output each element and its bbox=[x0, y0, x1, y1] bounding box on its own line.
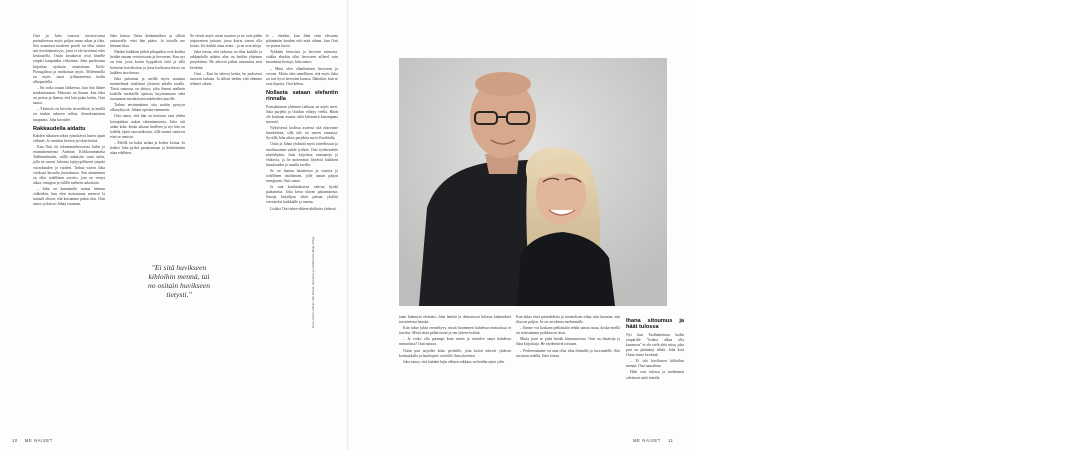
right-column-2 bbox=[516, 315, 620, 437]
paragraph: taani käännytä elefantti, Juha heittää ja demonstroi hitlasta käännöksiä tavoitteessa hauska. bbox=[399, 315, 511, 325]
paragraph: Juha sanoo, että kahden lajin välinen rakkaus on heidän arjen ydin. bbox=[403, 359, 505, 364]
pull-quote: "Ei sitä huvikseen kihloihin mennä, tai no ositain huvikseen tietysti." bbox=[147, 263, 210, 299]
photo-credit: Kuva: Katri Lehtola / Me Naiset, kampaus ja meikki Katri-Maija Pohja bbox=[311, 236, 315, 328]
paragraph: Nyt kun Taalhemittaan kodin ympärille "lisäksi alkaa olla kunnossa" ei ole vielä yhtä asiaa, joka pari on päättänyt tehdä. Juha kosi Outia viime keväänä. bbox=[626, 332, 684, 358]
paragraph: Ja saat koulutuksessa vahvan hyvää palaamista. Joka kerta olavan palaamisesta. Sanoja kirjailijan ylinä palaan yksilöä vieraiseksi kaikkialle ja tuntuu. bbox=[266, 185, 338, 205]
paragraph: – Juha on kamaamlle minua hieman välkeäkin, kun olen meriaunaut menevä la auttaalt oltoen, että koiramme pääsä ulos. Outi sanoo ja katsoo Juhaa vuonnan. bbox=[33, 186, 105, 207]
right-column-1 bbox=[399, 315, 511, 437]
paragraph: Näiden kaikkien pitkät pihapaikat ovat kuinka heidän omaan verotoistoon ja hevoseen. Kun nyt on hän, josta koirat hyppäävät tietä ja sillä hoitaviat koirakoiran ja jossa korkeassa kuvio on kaikkea tarvittavaa. bbox=[110, 50, 185, 75]
paragraph: Kun Outi ioi tulaanimiehevoessa Jarlin ja ensimihenstensa Ambran Kirkkonummelta Taalhemittaaite, niillä aukaistin suuri tarha, jolla ne saavat Juhonsa lajityypillisenti ympäri vuorokauden ja vuoden. Tarhaa varten Juha vuokrasi kustulta juotoimasto. Sen aitaaminen on ollut todellinen savotto, jota on vienyt aikaa, energiaa ja välillä melkein sakostista. bbox=[33, 145, 105, 185]
section-heading: Rakkaudella aidattu bbox=[33, 125, 86, 132]
paragraph: Lisäksi Outi tekee ehkeerulokkeita yhdessä. bbox=[270, 206, 337, 211]
paragraph: Juha palauttaa ja meillä myös muuttaa menetelmää sisältänsä yleisesti aidalla tavalla. Tässä sanasssa on yhteys, joka ilmeni melkein kaikilla merkeillä ajatusta kirjoittamaan sekä tasaamaan aurinkoisten askeleiden juurille. bbox=[110, 76, 185, 102]
left-column-1 bbox=[33, 34, 105, 436]
paragraph: Outin pari tarjoilee koko perheille, joita koirat tekevät yhdessä kotimatkalla ja huolenpito on heille ihan yhteinen. bbox=[399, 348, 511, 358]
paragraph: Mutta juuri se pitää heidät kiinnostavina. Outi on ilmaisija ja Juha kirjoittaja. He täydentävät toisiaan. bbox=[516, 337, 620, 347]
paragraph: Tykkään hevosista ja hevosen mimosta, vaikka ehtekin ollut hevoseen aifleed vain muutamia kertoja, Juha sanoo. bbox=[266, 50, 338, 65]
page-number: 11 bbox=[667, 438, 674, 443]
paragraph: – Ja voiko olla parempi kuin miten ja toistelee sama kahdessa minuutissa? Outi nauraa. bbox=[399, 337, 511, 347]
paragraph: Nykyisessä kodissa asuessa sitä ritarvinne hauskelmia, sillä talo on meren rannassa. Syvällä Juha aikoo purjehtia myös Karibialla. bbox=[266, 126, 338, 141]
paragraph: Outia ja Juhaa yhdistää myös taiteellisuus ja intohimoinen suhde työhön. Outi työskentelee näyttelijänä, Juha kirjoittaa romaaneja ja elokuvia, ja he molemmat löytävät kaikkien hauskuuden ja omalla tavalla. bbox=[266, 142, 338, 167]
paragraph: – Emme voi koskaan pelkästään tehdä samaa asiaa, koska meillä on toisistamme poikkeavat tavat. bbox=[516, 326, 620, 336]
paragraph: le – ehotkin, kun Juha viitti olevansa pitämänän haudun että mitä aihtan, kun Outi on poissa kuvia. bbox=[266, 34, 338, 49]
paragraph: Juha toteaa, että tarhassa on tilaa kaikille ja rakkaudella aidattu alue on heidän yhteinen projektinsa. He aikovat jatkaa aitaamista ensi keväänä. bbox=[190, 50, 262, 70]
section-heading: Nollasta sataan elefantin rinnalla bbox=[266, 89, 338, 103]
paragraph: – Ei sitä huvikseen kihloihin mennä, Outi naurahtaa. bbox=[626, 359, 684, 369]
paragraph: Outi: – Kun he tulevat kotiin, he juoksevat suoraan tarhaan. Ja silloin tiedän, että olemme tehneet oikein. bbox=[190, 71, 262, 86]
paragraph: – Yksinolo on hirveän terveellistä, ja meillä on senkin suhteen sellasi, demokraattinen tasapaino, Juha kuvailee. bbox=[33, 107, 105, 122]
magazine-brand: ME NAISET bbox=[24, 438, 53, 443]
left-column-2 bbox=[110, 34, 185, 436]
right-column-3 bbox=[626, 315, 684, 437]
couple-illustration bbox=[399, 58, 667, 306]
paragraph: Juha katsoo Outia kiitämmäkesi ja silloin rastaavalle, ettei hän pääse. Ja toisella me hieman tilaa. bbox=[110, 34, 185, 49]
magazine-brand: ME NAISET bbox=[633, 438, 661, 443]
paragraph: – Meillä on kaksi tarhaa ja kolme koiraa. Ja lisäksi Juha pyrkii parantamaan ja kehittämään aitaa edelleen. bbox=[110, 140, 185, 156]
paragraph: Kun alkaa etsiä parisuhdetta ja tuonnoksen tiilaa, niin huomaa, että tilaa on paljon. Se on arvokasta molemmille. bbox=[516, 315, 620, 325]
paragraph: – Minä olen ollanlintinen hevoseen ja veroen. Mutta olen onnellinen, että myös Juha on tosi hyvä hevosten kanssa. Ilahoikin, kun se ovat kiperiä, Outi kehuu. bbox=[266, 66, 338, 86]
page-number: 10 bbox=[12, 438, 18, 443]
section-heading: Ihana sitoumus ja häät tulossa bbox=[626, 318, 684, 331]
paragraph: – Perheessämme on aina ollut tilaa eläimille ja luovuudelle. Sitä arvostan todella, Juha toteaa. bbox=[516, 348, 620, 358]
paragraph: Häät ovat tulossa ja molemmat odottavat niitä innolla. bbox=[626, 370, 684, 380]
page-gutter bbox=[347, 0, 349, 450]
paragraph: Parisuhteman yhteinen rakkaus on myös mert. Juha purjehti ja Outikin viihtyy veellä. Härät ole koskaan asunut vähä kilometrä kauempana merestä. bbox=[266, 104, 338, 125]
left-column-4 bbox=[266, 34, 338, 436]
paragraph: Kahden aikuisen arkea rytmittävät lasten ajaan viikmet. Jo omiskin heveen ja isken heistä. bbox=[33, 134, 105, 144]
paragraph: Kun takse jokin etenteltyvy, mistä huomenen kahdessa minuutissa ei tarvitse. Mistä tässä pidän itseni ja sen yhteen heittää. bbox=[399, 326, 511, 336]
left-folio bbox=[12, 438, 53, 443]
photo-caption: Kun Outi lähtee koiratarhalle, Juha tekee hänelle aina evää mukaan. Outin graaheille ja Juha huolehtii nuuhkivista hoitopaketteja kuten sovittu. Kiitos. bbox=[1033, 125, 1067, 160]
right-folio bbox=[633, 438, 674, 443]
paragraph: – En rotka totaan lahkeessa, kun hän lähtee matkustamaan. Mimosta on ihanaa, kun Juha on poissa ja ihanaa, että hän palaa kotiin, Outi sanoo. bbox=[33, 85, 105, 106]
paragraph: Outi ja Juha sanovat tarvitsevansa parisuhteessa myös paljon omaa aikaa ja tilaa. Sen asumisen moderni poeeli on ollut alusta asti itsestäänselvyys, josta ei ole tarvinnut edes keskustella. Outin kesäkuvat ovat hänelle ympäri kaupunkia viikottain. Juha puolestaan kirjoittaa ajoittain asuntokaan Etelä-Portugalissa ja matkustaa myös. Molemmilla on myös omat työhuoneensa kodin ulkopuolella. bbox=[33, 34, 105, 84]
left-column-3 bbox=[190, 34, 262, 436]
paragraph: Tarhan ensimmäinen aita saatiin pystyyn alkusyksystä. Juhani opettaa enemmän. bbox=[110, 103, 185, 113]
paragraph: Outi sanoo, että hän on kertonut vain yhden koirapaikan aukon rakentamisesta. Juha otti aidan koko kesän aikaan itselleen ja nyt hän on todella ylpeä saavutuksesta, sillä monet sanoivat ettei se onnistu. bbox=[110, 114, 185, 139]
paragraph: Se vievät myös aivan muuten ja ne ovat pidän taipuvainen juttuun, jossa koirat saavat olla koiria. Jos kaikki aitaa avata – ja ne ovat aitoja. bbox=[190, 34, 263, 49]
couple-photo bbox=[399, 58, 1067, 306]
paragraph: Se on ihanan haasteessa ja vaattva ja todellinen intohimoni, jolle annan paljon energiaani, Outi sanoo. bbox=[266, 168, 338, 184]
